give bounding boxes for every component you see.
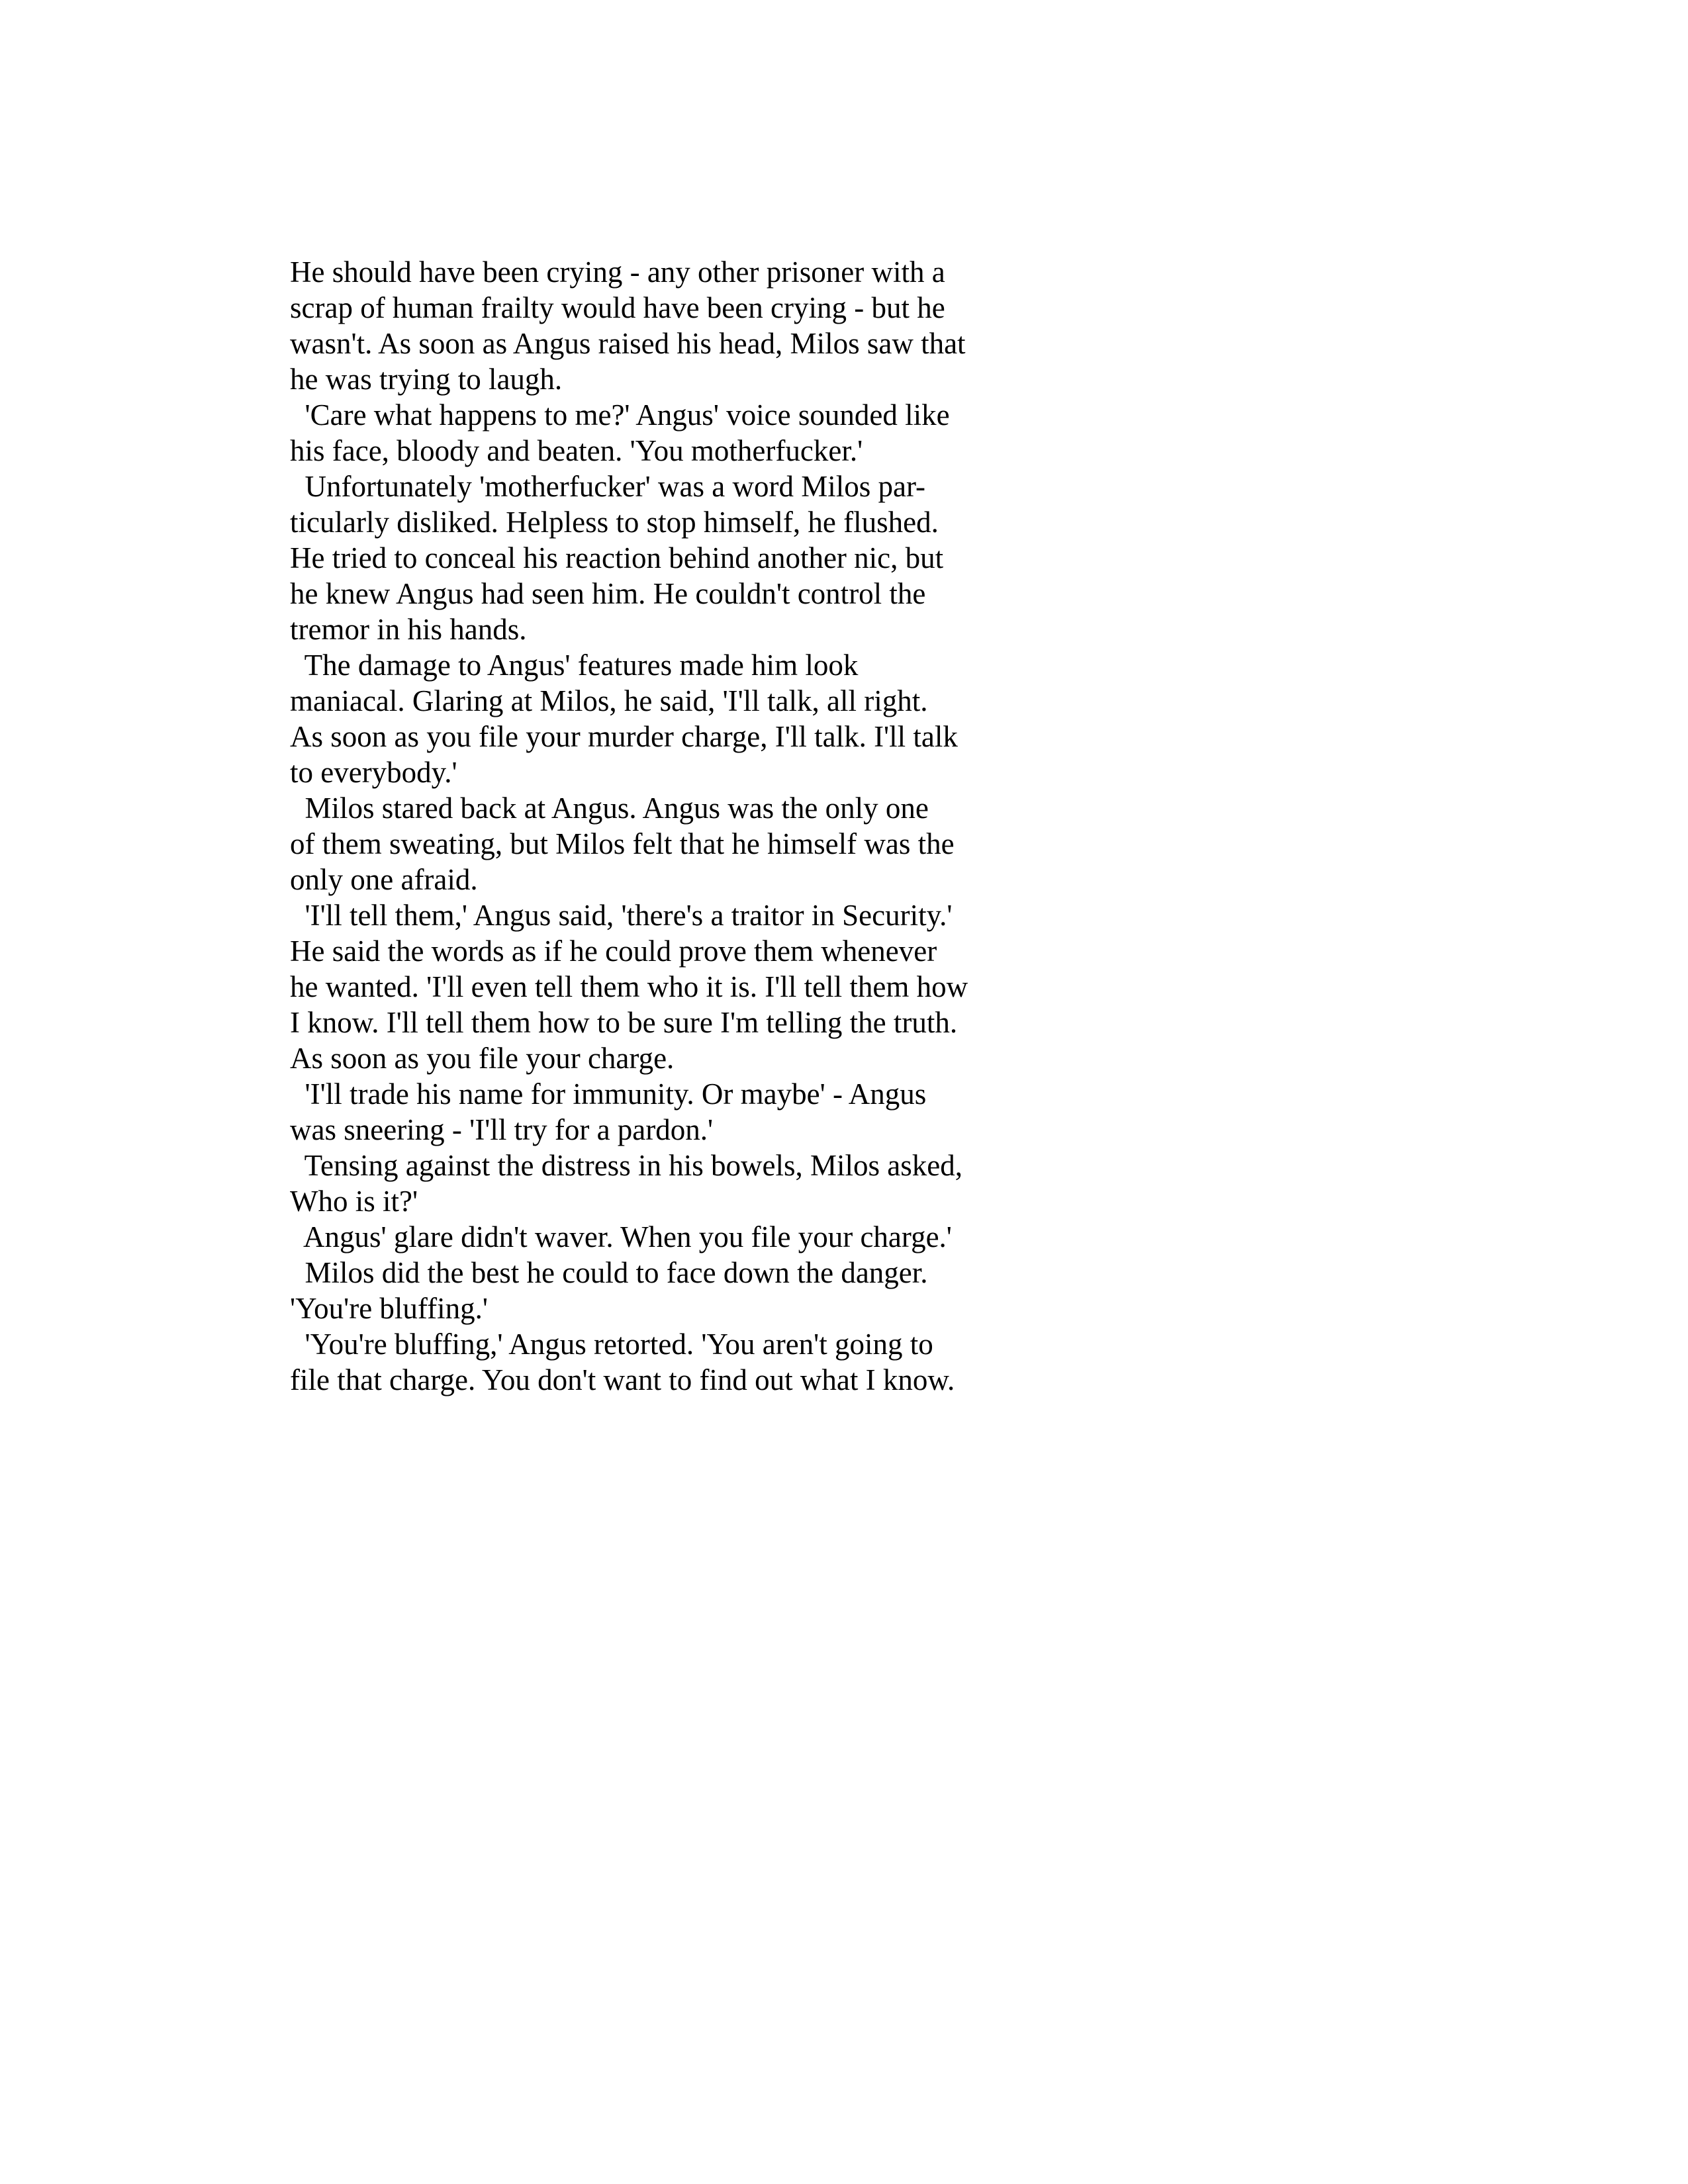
text-line: As soon as you file your murder charge, I'll talk. I'll talk [290, 720, 958, 753]
text-line: Unfortunately 'motherfucker' was a word Milos par- [290, 470, 926, 503]
text-line: As soon as you file your charge. [290, 1042, 675, 1075]
text-line: Who is it?' [290, 1185, 418, 1218]
text-line: he knew Angus had seen him. He couldn't control the [290, 577, 926, 610]
text-line: Milos stared back at Angus. Angus was the only one [290, 792, 929, 825]
text-line: scrap of human frailty would have been crying - but he [290, 291, 945, 324]
text-line: his face, bloody and beaten. 'You motherfucker.' [290, 434, 863, 467]
text-line: I know. I'll tell them how to be sure I'm telling the truth. [290, 1006, 958, 1039]
text-line: wasn't. As soon as Angus raised his head, Milos saw that [290, 327, 966, 360]
text-line: He said the words as if he could prove them whenever [290, 934, 937, 968]
text-line: he was trying to laugh. [290, 363, 563, 396]
text-line: 'You're bluffing.' [290, 1292, 488, 1325]
text-line: He should have been crying - any other prisoner with a [290, 255, 945, 289]
text-line: 'I'll trade his name for immunity. Or maybe' - Angus [290, 1077, 927, 1111]
body-text [290, 254, 1038, 1398]
text-line: of them sweating, but Milos felt that he himself was the [290, 827, 955, 860]
text-line: He tried to conceal his reaction behind another nic, but [290, 541, 944, 574]
text-line: ticularly disliked. Helpless to stop himself, he flushed. [290, 506, 939, 539]
text-line: to everybody.' [290, 756, 457, 789]
text-line: he wanted. 'I'll even tell them who it is. I'll tell them how [290, 970, 968, 1003]
text-line: The damage to Angus' features made him look [290, 649, 859, 682]
text-line: Milos did the best he could to face down the danger. [290, 1256, 928, 1289]
text-line: was sneering - 'I'll try for a pardon.' [290, 1113, 714, 1146]
text-line: 'You're bluffing,' Angus retorted. 'You aren't going to [290, 1328, 933, 1361]
text-line: file that charge. You don't want to find out what I know. [290, 1363, 955, 1396]
text-line: Angus' glare didn't waver. When you file your charge.' [290, 1220, 952, 1253]
text-line: maniacal. Glaring at Milos, he said, 'I'll talk, all right. [290, 684, 928, 717]
text-line: only one afraid. [290, 863, 478, 896]
text-line: tremor in his hands. [290, 613, 527, 646]
text-line: 'I'll tell them,' Angus said, 'there's a traitor in Security.' [290, 899, 953, 932]
text-line: Tensing against the distress in his bowels, Milos asked, [290, 1149, 962, 1182]
text-line: 'Care what happens to me?' Angus' voice sounded like [290, 398, 950, 432]
